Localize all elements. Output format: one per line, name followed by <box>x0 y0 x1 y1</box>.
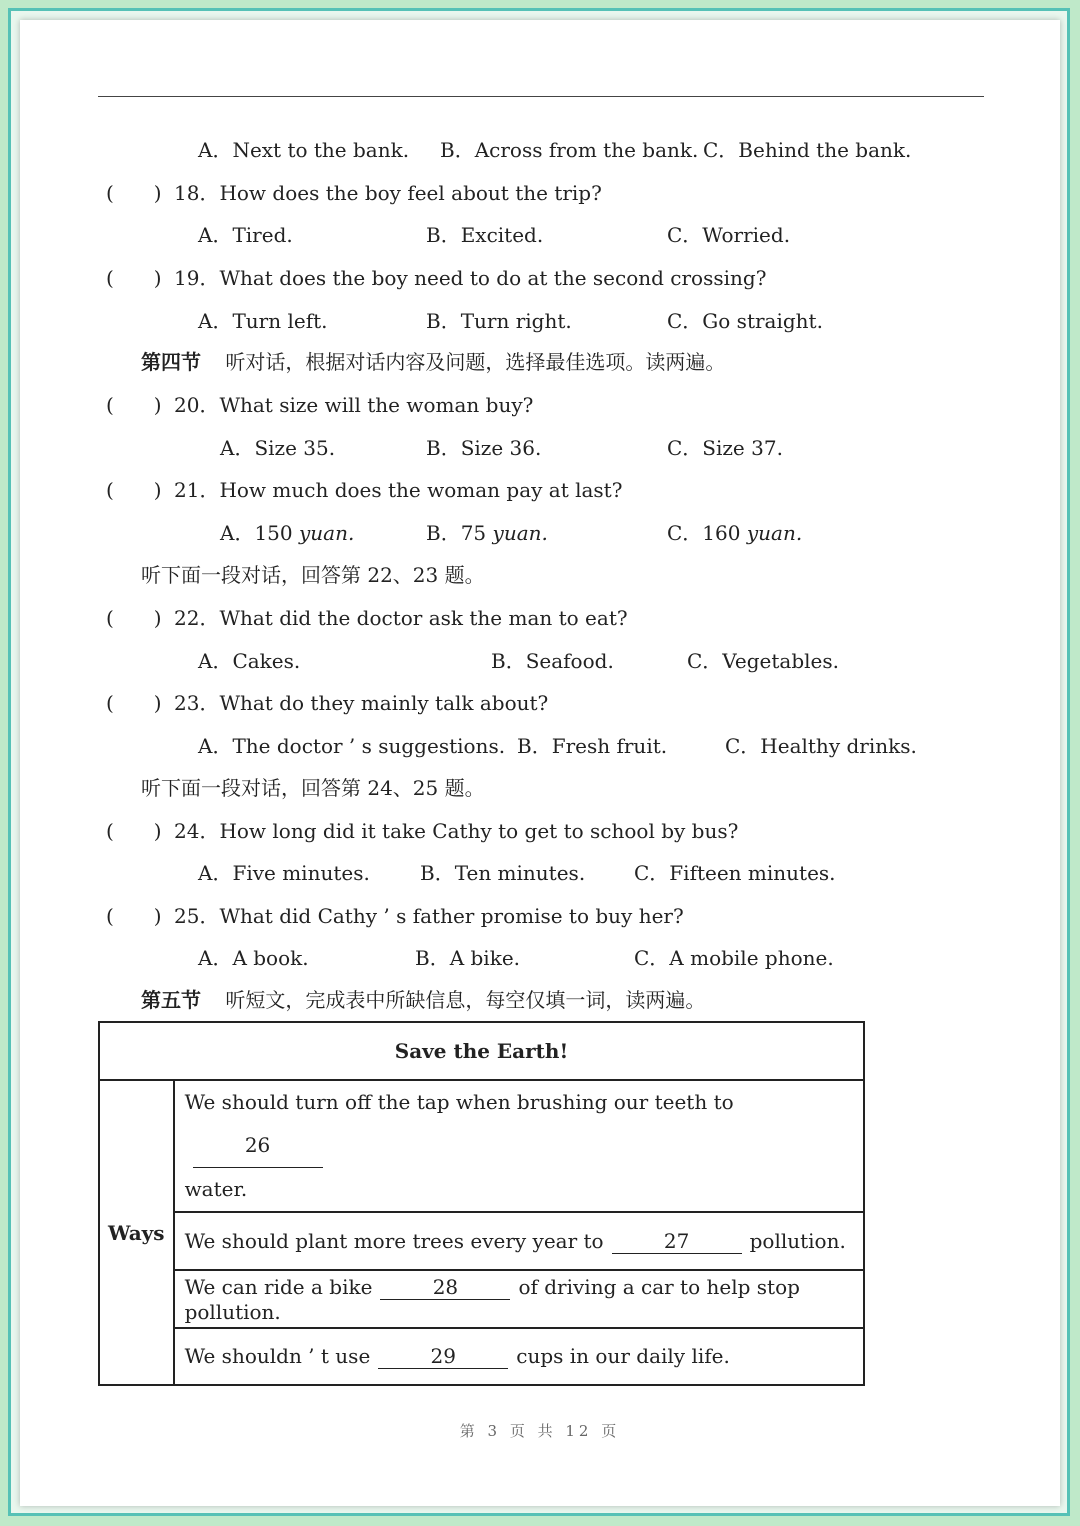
row26-text: We should turn off the tap when brushing our teeth to <box>184 1090 734 1114</box>
q21-option-a <box>220 520 354 546</box>
q21-b-unit: yuan. <box>492 521 548 545</box>
row27-text: We should plant more trees every year to <box>184 1228 604 1253</box>
table-row-26 <box>174 1080 864 1212</box>
blank-27[interactable]: 27 <box>612 1229 742 1254</box>
row26-text-end: water. <box>184 1177 248 1201</box>
table-title: Save the Earth! <box>99 1022 864 1080</box>
header-rule <box>98 96 984 97</box>
q20-option-b: B．Size 36. <box>426 436 542 460</box>
section5-instruction: 听短文，完成表中所缺信息，每空仅填一词，读两遍。 <box>225 988 706 1012</box>
q21-a-unit: yuan. <box>298 521 355 545</box>
intro-24-25: 听下面一段对话，回答第 24、25 题。 <box>141 776 485 800</box>
q24-stem: 24．How long did it take Cathy to get to school by bus? <box>174 819 739 843</box>
section4-heading <box>141 349 725 375</box>
q23-answer-paren[interactable]: ( ) <box>106 691 162 715</box>
q25-answer-paren[interactable]: ( ) <box>106 904 162 928</box>
section4-label: 第四节 <box>141 350 201 374</box>
q21-stem: 21．How much does the woman pay at last? <box>174 478 623 502</box>
q23-option-a: A．The doctor ’ s suggestions. <box>198 734 506 758</box>
page-footer: 第 3 页 共 12 页 <box>459 1422 621 1440</box>
q21-answer-paren[interactable]: ( ) <box>106 478 162 502</box>
q18-answer-paren[interactable]: ( ) <box>106 181 162 205</box>
q21-b-prefix: B．75 <box>426 521 493 545</box>
q22-stem: 22．What did the doctor ask the man to eat? <box>174 606 628 630</box>
intro-22-23: 听下面一段对话，回答第 22、23 题。 <box>141 563 485 587</box>
q24-option-a: A．Five minutes. <box>198 861 370 885</box>
q21-c-prefix: C．160 <box>667 521 747 545</box>
q20-stem: 20．What size will the woman buy? <box>174 393 534 417</box>
row27-text-end: pollution. <box>749 1228 846 1253</box>
q23-option-b: B．Fresh fruit. <box>517 734 668 758</box>
q18-option-a: A．Tired. <box>198 223 293 247</box>
q23-option-c: C．Healthy drinks. <box>725 734 917 758</box>
q25-option-c: C．A mobile phone. <box>634 946 834 970</box>
q24-answer-paren[interactable]: ( ) <box>106 819 162 843</box>
q22-option-b: B．Seafood. <box>491 649 614 673</box>
q19-option-b: B．Turn right. <box>426 309 572 333</box>
row29-text-end: cups in our daily life. <box>516 1344 730 1368</box>
q20-option-c: C．Size 37. <box>667 436 783 460</box>
q18-option-b: B．Excited. <box>426 223 544 247</box>
q21-option-c <box>667 520 802 546</box>
row29-text: We shouldn ’ t use <box>184 1344 371 1368</box>
q24-option-b: B．Ten minutes. <box>420 861 586 885</box>
row28-text: We can ride a bike <box>184 1274 373 1299</box>
table-row-29 <box>174 1328 864 1385</box>
q18-option-c: C．Worried. <box>667 223 791 247</box>
q21-option-b <box>426 520 548 546</box>
q17-option-b: B．Across from the bank. <box>440 138 699 162</box>
table-side-label: Ways <box>99 1080 174 1385</box>
q17-option-a: A．Next to the bank. <box>198 138 410 162</box>
section5-heading <box>141 987 705 1013</box>
q23-stem: 23．What do they mainly talk about? <box>174 691 549 715</box>
section5-label: 第五节 <box>141 988 201 1012</box>
q25-option-b: B．A bike. <box>415 946 521 970</box>
q19-option-c: C．Go straight. <box>667 309 823 333</box>
q24-option-c: C．Fifteen minutes. <box>634 861 836 885</box>
q25-stem: 25．What did Cathy ’ s father promise to buy her? <box>174 904 684 928</box>
table-row-27 <box>174 1212 864 1270</box>
q22-option-c: C．Vegetables. <box>687 649 840 673</box>
q21-c-unit: yuan. <box>746 521 803 545</box>
q25-option-a: A．A book. <box>198 946 309 970</box>
row28-text-end: of driving a car to help stop pollution. <box>184 1274 800 1324</box>
blank-29[interactable]: 29 <box>378 1344 508 1369</box>
q20-answer-paren[interactable]: ( ) <box>106 393 162 417</box>
q19-answer-paren[interactable]: ( ) <box>106 266 162 290</box>
q18-stem: 18．How does the boy feel about the trip? <box>174 181 602 205</box>
q19-option-a: A．Turn left. <box>198 309 328 333</box>
q20-option-a: A．Size 35. <box>220 436 336 460</box>
q17-option-c: C．Behind the bank. <box>703 138 912 162</box>
blank-28[interactable]: 28 <box>380 1275 510 1300</box>
save-earth-table <box>98 1021 865 1386</box>
table-row-28 <box>174 1270 864 1328</box>
blank-26[interactable]: 26 <box>193 1124 323 1168</box>
section4-instruction: 听对话，根据对话内容及问题，选择最佳选项。读两遍。 <box>225 350 726 374</box>
q21-a-prefix: A．150 <box>220 521 299 545</box>
q22-option-a: A．Cakes. <box>198 649 301 673</box>
q22-answer-paren[interactable]: ( ) <box>106 606 162 630</box>
q19-stem: 19．What does the boy need to do at the second crossing? <box>174 266 767 290</box>
